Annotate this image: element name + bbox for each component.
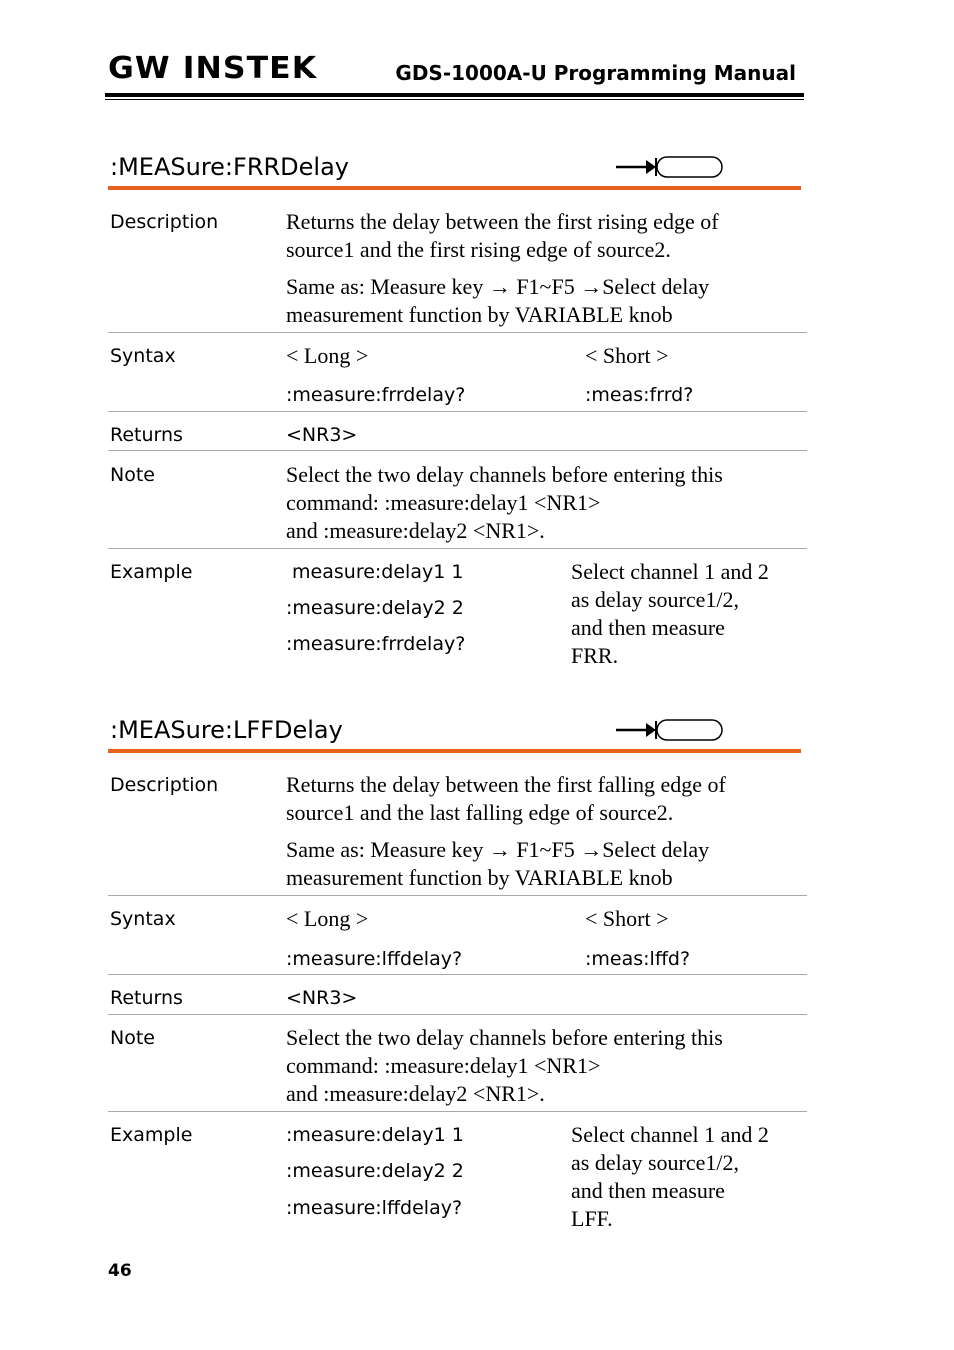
example-command: :measure:delay2 2 (286, 1160, 464, 1182)
header-rule (105, 93, 804, 97)
brand-logo: GW INSTEK (108, 51, 318, 86)
header-rule-thin (105, 99, 804, 100)
page-number: 46 (108, 1261, 132, 1281)
query-arrow-icon (616, 154, 724, 180)
description-label: Description (110, 211, 219, 233)
command-section-frrdelay (108, 152, 808, 672)
row-divider (108, 1111, 807, 1112)
note-line: and :measure:delay2 <NR1>. (286, 1081, 545, 1106)
note-label: Note (110, 464, 155, 486)
note-line: Select the two delay channels before entering this (286, 462, 723, 487)
returns-value: <NR3> (286, 987, 358, 1009)
note-line: command: :measure:delay1 <NR1> (286, 1053, 601, 1078)
example-comment-line: and then measure (571, 615, 725, 640)
returns-value: <NR3> (286, 424, 358, 446)
note-line: command: :measure:delay1 <NR1> (286, 490, 601, 515)
same-as-line: measurement function by VARIABLE knob (286, 302, 673, 327)
example-comment-line: Select channel 1 and 2 (571, 1122, 769, 1147)
same-as-line: Same as: Measure key → F1~F5 →Select delay (286, 274, 710, 299)
example-comment-line: as delay source1/2, (571, 587, 739, 612)
example-command: :measure:frrdelay? (286, 633, 466, 655)
example-command: :measure:delay2 2 (286, 597, 464, 619)
description-label: Description (110, 774, 219, 796)
row-divider (108, 450, 807, 451)
example-comment-line: LFF. (571, 1206, 613, 1231)
description-line: Returns the delay between the first falling edge of (286, 772, 726, 797)
example-command: :measure:delay1 1 (286, 1124, 464, 1146)
example-comment-line: as delay source1/2, (571, 1150, 739, 1175)
example-label: Example (110, 561, 193, 583)
command-section-lffdelay (108, 715, 808, 1240)
syntax-long-command: :measure:frrdelay? (286, 384, 466, 406)
row-divider (108, 332, 807, 333)
command-title: :MEASure:LFFDelay (110, 716, 343, 744)
row-divider (108, 411, 807, 412)
example-comment-line: and then measure (571, 1178, 725, 1203)
example-command: :measure:lffdelay? (286, 1197, 463, 1219)
syntax-long-header: < Long > (286, 906, 369, 931)
example-label: Example (110, 1124, 193, 1146)
syntax-label: Syntax (110, 345, 176, 367)
description-line: source1 and the first rising edge of source2. (286, 237, 671, 262)
returns-label: Returns (110, 987, 183, 1009)
query-arrow-icon (616, 717, 724, 743)
section-rule (108, 186, 801, 190)
example-comment-line: Select channel 1 and 2 (571, 559, 769, 584)
example-command: measure:delay1 1 (286, 561, 464, 583)
syntax-label: Syntax (110, 908, 176, 930)
syntax-short-command: :meas:frrd? (585, 384, 694, 406)
row-divider (108, 548, 807, 549)
description-line: Returns the delay between the first rising edge of (286, 209, 719, 234)
row-divider (108, 895, 807, 896)
manual-title: GDS-1000A-U Programming Manual (395, 61, 796, 85)
description-line: source1 and the last falling edge of source2. (286, 800, 674, 825)
returns-label: Returns (110, 424, 183, 446)
note-line: Select the two delay channels before entering this (286, 1025, 723, 1050)
same-as-line: measurement function by VARIABLE knob (286, 865, 673, 890)
syntax-short-command: :meas:lffd? (585, 948, 691, 970)
note-line: and :measure:delay2 <NR1>. (286, 518, 545, 543)
syntax-short-header: < Short > (585, 343, 669, 368)
row-divider (108, 1014, 807, 1015)
syntax-long-header: < Long > (286, 343, 369, 368)
example-comment-line: FRR. (571, 643, 619, 668)
same-as-line: Same as: Measure key → F1~F5 →Select delay (286, 837, 710, 862)
command-title: :MEASure:FRRDelay (110, 153, 349, 181)
syntax-long-command: :measure:lffdelay? (286, 948, 463, 970)
syntax-short-header: < Short > (585, 906, 669, 931)
row-divider (108, 974, 807, 975)
note-label: Note (110, 1027, 155, 1049)
section-rule (108, 749, 801, 753)
